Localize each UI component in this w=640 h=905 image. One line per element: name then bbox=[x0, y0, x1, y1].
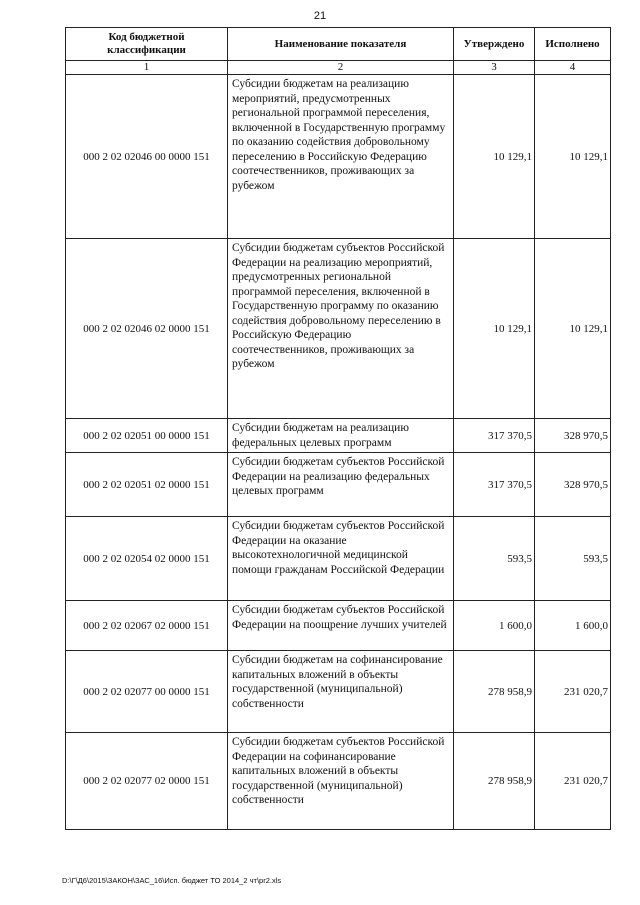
column-number: 4 bbox=[535, 61, 611, 75]
row-approved: 317 370,5 bbox=[454, 453, 535, 517]
row-code: 000 2 02 02046 00 0000 151 bbox=[66, 75, 228, 239]
row-approved: 593,5 bbox=[454, 517, 535, 601]
header-name: Наименование показателя bbox=[228, 28, 454, 61]
row-approved: 10 129,1 bbox=[454, 75, 535, 239]
header-approved: Утверждено bbox=[454, 28, 535, 61]
column-number: 2 bbox=[228, 61, 454, 75]
table-row bbox=[66, 733, 611, 830]
header-executed: Исполнено bbox=[535, 28, 611, 61]
row-approved: 278 958,9 bbox=[454, 651, 535, 733]
column-number: 3 bbox=[454, 61, 535, 75]
table-row bbox=[66, 651, 611, 733]
row-executed: 10 129,1 bbox=[535, 239, 611, 419]
table-row bbox=[66, 517, 611, 601]
table-header-row bbox=[66, 28, 611, 61]
budget-table bbox=[65, 27, 611, 830]
row-executed: 231 020,7 bbox=[535, 733, 611, 830]
table-row bbox=[66, 453, 611, 517]
row-code: 000 2 02 02046 02 0000 151 bbox=[66, 239, 228, 419]
row-executed: 10 129,1 bbox=[535, 75, 611, 239]
row-name: Субсидии бюджетам субъектов Российской Федерации на оказание высокотехнологичной медицинской помощи гражданам Российской Федерации bbox=[228, 517, 454, 601]
row-name: Субсидии бюджетам на софинансирование капитальных вложений в объекты государственной (муниципальной) собственности bbox=[228, 651, 454, 733]
header-code: Код бюджетной классификации bbox=[66, 28, 228, 61]
row-code: 000 2 02 02077 02 0000 151 bbox=[66, 733, 228, 830]
row-name: Субсидии бюджетам субъектов Российской Федерации на софинансирование капитальных вложений в объекты государственной (муниципальной) собственности bbox=[228, 733, 454, 830]
row-executed: 328 970,5 bbox=[535, 419, 611, 453]
table-row bbox=[66, 419, 611, 453]
table-row bbox=[66, 75, 611, 239]
column-number: 1 bbox=[66, 61, 228, 75]
row-approved: 278 958,9 bbox=[454, 733, 535, 830]
row-name: Субсидии бюджетам субъектов Российской Федерации на реализацию мероприятий, предусмотренных региональной программой переселения, включенной в Государственную программу по оказанию содействия добровольному переселению в Российскую Федерацию соотечественников, проживающих за рубежом bbox=[228, 239, 454, 419]
footer-file-path: D:\Г\Д6\2015\ЗАКОН\ЗАС_16\Исп. бюджет ТО 2014_2 чт\pr2.xls bbox=[62, 876, 282, 885]
row-code: 000 2 02 02051 00 0000 151 bbox=[66, 419, 228, 453]
row-code: 000 2 02 02051 02 0000 151 bbox=[66, 453, 228, 517]
row-code: 000 2 02 02067 02 0000 151 bbox=[66, 601, 228, 651]
column-number-row bbox=[66, 61, 611, 75]
page-number: 21 bbox=[313, 10, 327, 22]
row-name: Субсидии бюджетам субъектов Российской Федерации на поощрение лучших учителей bbox=[228, 601, 454, 651]
row-approved: 1 600,0 bbox=[454, 601, 535, 651]
row-executed: 328 970,5 bbox=[535, 453, 611, 517]
row-code: 000 2 02 02054 02 0000 151 bbox=[66, 517, 228, 601]
row-executed: 593,5 bbox=[535, 517, 611, 601]
row-executed: 231 020,7 bbox=[535, 651, 611, 733]
row-approved: 10 129,1 bbox=[454, 239, 535, 419]
row-executed: 1 600,0 bbox=[535, 601, 611, 651]
row-name: Субсидии бюджетам на реализацию федеральных целевых программ bbox=[228, 419, 454, 453]
table-row bbox=[66, 601, 611, 651]
table-row bbox=[66, 239, 611, 419]
row-name: Субсидии бюджетам на реализацию мероприятий, предусмотренных региональной программой переселения, включенной в Государственную программу по оказанию содействия добровольному переселению в Российскую Федерацию соотечественников, проживающих за рубежом bbox=[228, 75, 454, 239]
row-approved: 317 370,5 bbox=[454, 419, 535, 453]
row-name: Субсидии бюджетам субъектов Российской Федерации на реализацию федеральных целевых программ bbox=[228, 453, 454, 517]
row-code: 000 2 02 02077 00 0000 151 bbox=[66, 651, 228, 733]
